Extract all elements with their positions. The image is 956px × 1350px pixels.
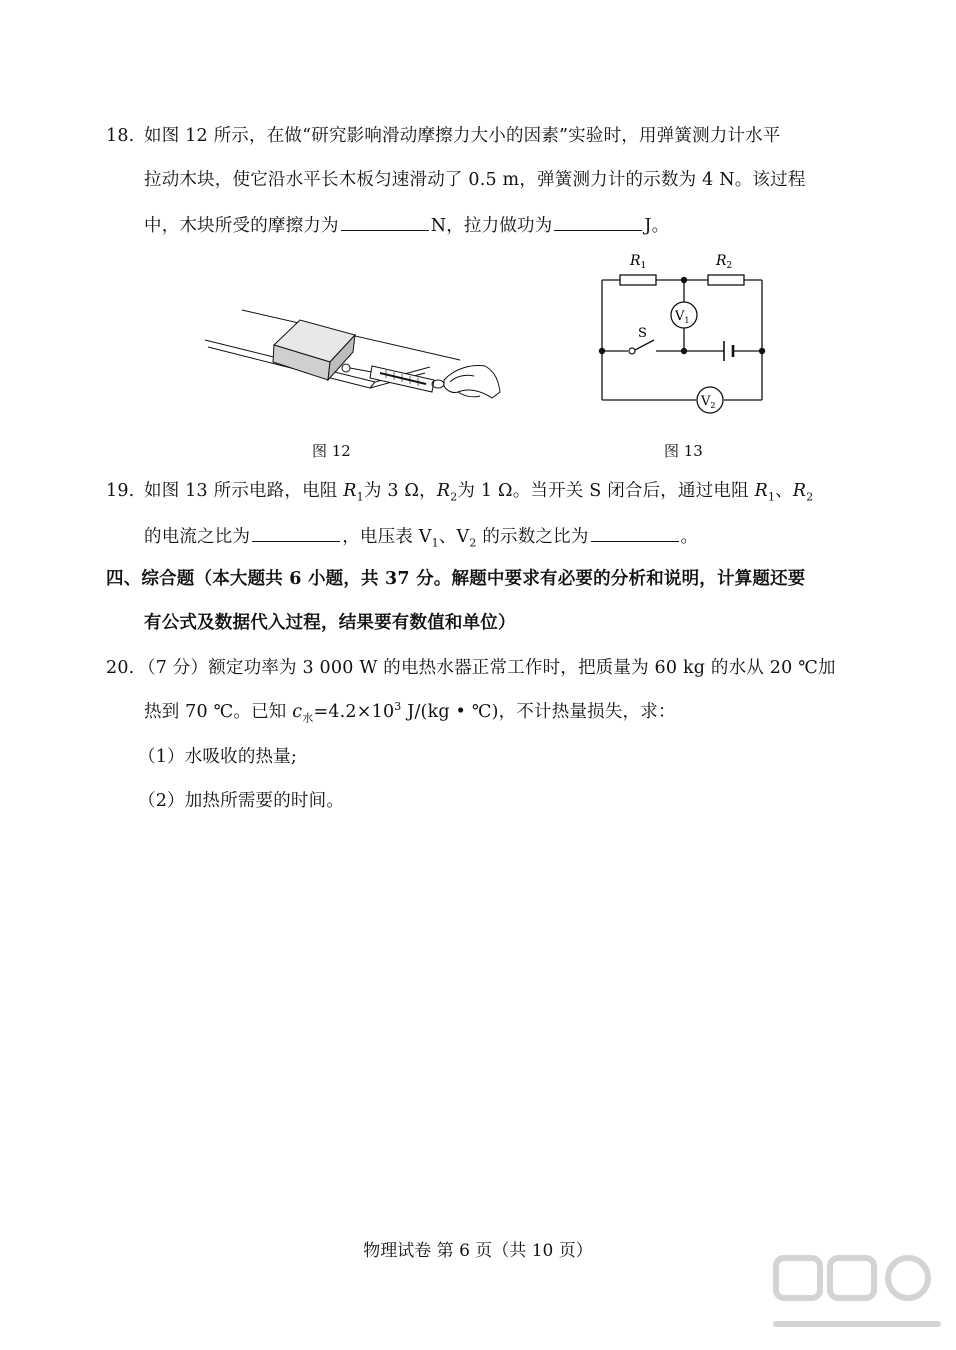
q19-number: 19.	[106, 481, 135, 501]
q19-current-ratio-blank[interactable]	[252, 523, 340, 542]
q18-text-3c: J。	[644, 216, 670, 236]
r1-label: $R_1$	[630, 253, 647, 271]
figure-13-circuit	[590, 244, 780, 416]
v1-label: $V_1$	[675, 309, 690, 325]
r2-label: $R_2$	[716, 253, 733, 271]
q18-line-3	[144, 212, 669, 238]
page-footer: 物理试卷 第 6 页（共 10 页）	[363, 1241, 593, 1261]
q18-text-3a: 中，木块所受的摩擦力为	[144, 216, 339, 236]
section-4-heading-2: 有公式及数据代入过程，结果要有数值和单位）	[144, 613, 516, 633]
resistor-r1	[620, 275, 656, 285]
q18-text-1: 如图 12 所示，在做“研究影响滑动摩擦力大小的因素”实验时，用弹簧测力计水平	[144, 126, 781, 146]
q18-line-2: 拉动木块，使它沿水平长木板匀速滑动了 0.5 m，弹簧测力计的示数为 4 N。该过程	[144, 170, 806, 190]
figure-12-illustration	[200, 300, 510, 410]
q20-part-1: （1）水吸收的热量;	[138, 747, 298, 767]
q18-text-3b: N，拉力做功为	[430, 216, 553, 236]
resistor-r2	[708, 275, 744, 285]
section-4-heading-1: 四、综合题（本大题共 6 小题，共 37 分。解题中要求有必要的分析和说明，计算题还要	[106, 569, 806, 589]
q18-number: 18.	[106, 126, 135, 146]
v2-label: $V_2$	[701, 394, 716, 410]
switch-contact	[629, 348, 635, 354]
q20-number: 20.	[106, 658, 135, 678]
q19-voltage-ratio-blank[interactable]	[591, 523, 679, 542]
switch-label: S	[638, 326, 647, 341]
q20-part-2: （2）加热所需要的时间。	[138, 791, 345, 811]
q20-line-2: 热到 70 ℃。已知 $c_水=4.2\times 10^3$ J/(kg • ℃)，不计热量损失，求：	[144, 700, 676, 725]
q18-friction-blank[interactable]	[341, 212, 429, 231]
q18-work-blank[interactable]	[554, 212, 642, 231]
figure-13-caption: 图 13	[664, 442, 703, 460]
q20-text-1: （7 分）额定功率为 3 000 W 的电热水器正常工作时，把质量为 60 kg 的水从 20 ℃加	[138, 658, 836, 678]
figure-12-caption: 图 12	[312, 442, 351, 460]
q19-line-2: 的电流之比为 ，电压表 $V_1$、$V_2$ 的示数之比为 。	[144, 523, 698, 549]
watermark-logo-icon	[768, 1252, 948, 1348]
q19-text-1: 如图 13 所示电路，电阻 $R_1$为 3 Ω，$R_2$为 1 Ω。当开关 S 闭合后，通过电阻 $R_1$、$R_2$	[144, 481, 814, 504]
